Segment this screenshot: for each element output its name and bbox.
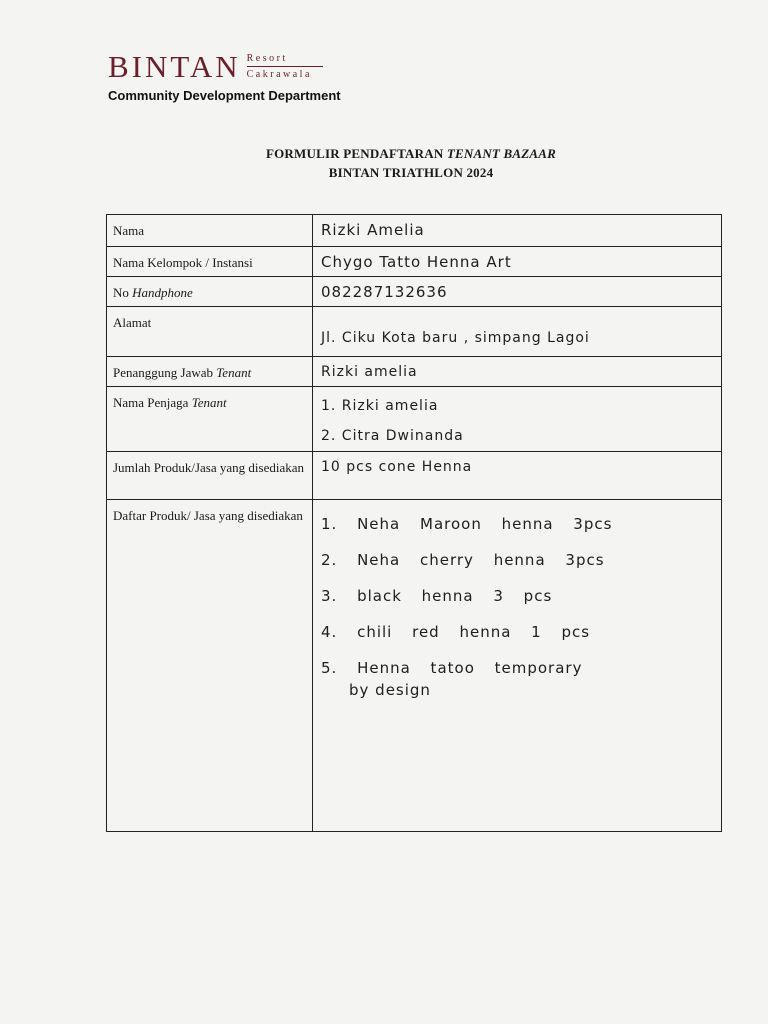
- list-item: 2. Neha cherry henna 3pcs: [321, 551, 605, 569]
- jumlah-field[interactable]: [313, 452, 722, 500]
- table-row: [107, 307, 722, 357]
- logo-sub-resort: Resort: [246, 53, 288, 64]
- logo-wordmark: BINTAN: [108, 49, 241, 84]
- list-item: 3. black henna 3 pcs: [321, 587, 553, 605]
- jumlah-label: Jumlah Produk/Jasa yang disediakan: [107, 452, 313, 500]
- penanggung-jawab-field[interactable]: [313, 357, 722, 387]
- kelompok-field[interactable]: [313, 247, 722, 277]
- table-row: [107, 387, 722, 452]
- hp-label: [107, 277, 313, 307]
- table-row: [107, 500, 722, 832]
- nama-label: Nama: [107, 215, 313, 247]
- kelompok-label: Nama Kelompok / Instansi: [107, 247, 313, 277]
- table-row: [107, 357, 722, 387]
- nama-field[interactable]: [313, 215, 722, 247]
- form-title-italic: TENANT BAZAAR: [446, 146, 557, 161]
- alamat-field[interactable]: [313, 307, 722, 357]
- form-title-line2: BINTAN TRIATHLON 2024: [328, 165, 494, 180]
- logo-divider: [247, 66, 323, 67]
- table-row: [107, 452, 722, 500]
- jumlah-value: 10 pcs cone Henna: [321, 459, 473, 475]
- logo-sub-cakrawala: Cakrawala: [246, 69, 312, 80]
- pj-label-prefix: Penanggung Jawab: [113, 365, 217, 380]
- alamat-label: Alamat: [107, 307, 313, 357]
- penjaga-label-italic: Tenant: [191, 395, 227, 410]
- kelompok-value: Chygo Tatto Henna Art: [321, 253, 512, 271]
- alamat-value: Jl. Ciku Kota baru , simpang Lagoi: [321, 330, 590, 346]
- daftar-label: Daftar Produk/ Jasa yang disediakan: [107, 500, 313, 832]
- hp-label-prefix: No: [113, 285, 133, 300]
- logo-subtitle: [247, 52, 323, 81]
- penjaga-label: [107, 387, 313, 452]
- table-row: [107, 277, 722, 307]
- company-logo: [108, 50, 323, 84]
- pj-value: Rizki amelia: [321, 364, 418, 380]
- list-item: 5. Henna tatoo temporary: [321, 659, 583, 677]
- daftar-field[interactable]: [313, 500, 722, 832]
- hp-field[interactable]: [313, 277, 722, 307]
- hp-label-italic: Handphone: [132, 285, 193, 300]
- list-item: 1. Neha Maroon henna 3pcs: [321, 515, 613, 533]
- penanggung-jawab-label: [107, 357, 313, 387]
- form-title-prefix: FORMULIR PENDAFTARAN: [265, 146, 447, 161]
- registration-form-table: [106, 214, 722, 832]
- form-title-line1: [0, 146, 768, 162]
- table-row: [107, 215, 722, 247]
- penjaga-1: 1. Rizki amelia: [321, 398, 439, 414]
- list-item-continuation: by design: [349, 681, 431, 699]
- department-name: Community Development Department: [108, 88, 341, 103]
- table-row: [107, 247, 722, 277]
- penjaga-label-prefix: Nama Penjaga: [113, 395, 192, 410]
- pj-label-italic: Tenant: [216, 365, 252, 380]
- hp-value: 082287132636: [321, 283, 448, 301]
- nama-value: Rizki Amelia: [321, 221, 425, 239]
- penjaga-2: 2. Citra Dwinanda: [321, 428, 464, 444]
- list-item: 4. chili red henna 1 pcs: [321, 623, 591, 641]
- penjaga-field[interactable]: [313, 387, 722, 452]
